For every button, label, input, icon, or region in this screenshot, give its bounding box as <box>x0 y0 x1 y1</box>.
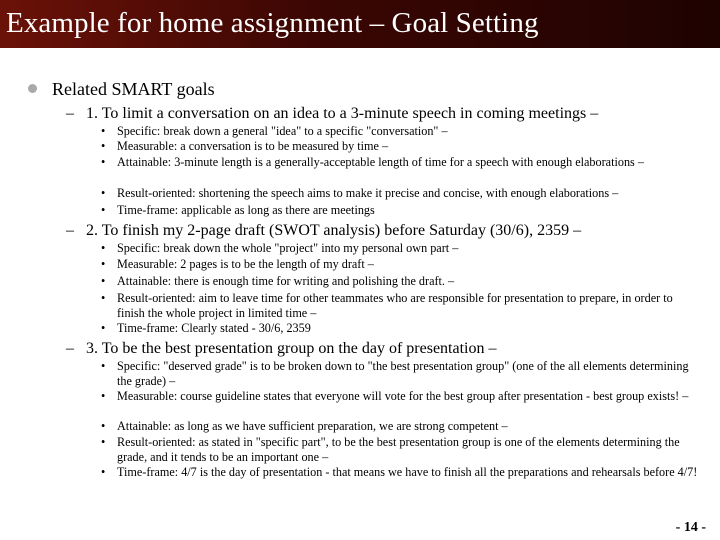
goal-3 <box>66 339 496 358</box>
bullet-icon: • <box>101 435 106 449</box>
page-number: - 14 - <box>675 520 706 535</box>
list-item: • Attainable: there is enough time for writing and polishing the draft. – <box>101 274 455 288</box>
list-item: • Specific: break down the whole "project" into my personal own part – <box>101 241 459 255</box>
bullet-icon: • <box>101 241 106 255</box>
bullet-icon <box>28 84 37 93</box>
section-heading: Related SMART goals <box>52 79 215 99</box>
goal-text: 3. To be the best presentation group on the day of presentation – <box>86 340 497 357</box>
bullet-icon: • <box>101 124 106 138</box>
goal-text: 2. To finish my 2-page draft (SWOT analysis) before Saturday (30/6), 2359 – <box>86 222 582 239</box>
goal-2 <box>66 221 581 240</box>
list-item: • Result-oriented: shortening the speech aims to make it precise and concise, with enough elaborations – <box>101 186 619 200</box>
list-item: • Time-frame: Clearly stated - 30/6, 2359 <box>101 321 311 335</box>
list-item: • Attainable: as long as we have sufficient preparation, we are strong competent – <box>101 419 508 433</box>
bullet-icon: • <box>101 155 106 169</box>
bullet-icon: • <box>101 186 106 200</box>
list-item: • Time-frame: applicable as long as there are meetings <box>101 203 375 217</box>
list-item: • Measurable: a conversation is to be measured by time – <box>101 139 389 153</box>
bullet-icon: • <box>101 359 106 373</box>
list-item: • Measurable: 2 pages is to be the length of my draft – <box>101 257 374 271</box>
list-item: • Specific: break down a general "idea" to a specific "conversation" – <box>101 124 448 138</box>
bullet-icon: • <box>101 274 106 288</box>
list-item: • Measurable: course guideline states that everyone will vote for the best group after presentation - best group exists! – <box>101 389 689 403</box>
list-item: • Specific: "deserved grade" is to be broken down to "the best presentation group" (one of the all elements determining the grade) – <box>101 359 689 388</box>
bullet-icon: • <box>101 419 106 433</box>
bullet-icon: • <box>101 389 106 403</box>
bullet-icon: • <box>101 321 106 335</box>
bullet-icon: • <box>101 139 106 153</box>
goal-1 <box>66 104 598 123</box>
list-item: • Time-frame: 4/7 is the day of presentation - that means we have to finish all the preparations and rehearsals before 4/7! <box>101 465 698 479</box>
dash-marker: – <box>66 340 74 357</box>
list-item: • Result-oriented: as stated in "specific part", to be the best presentation group is one of the elements determining the grade, and it tends to be an important one – <box>101 435 680 464</box>
dash-marker: – <box>66 105 74 122</box>
goal-text: 1. To limit a conversation on an idea to a 3-minute speech in coming meetings – <box>86 105 599 122</box>
slide-title: Example for home assignment – Goal Setting <box>6 7 539 39</box>
bullet-icon: • <box>101 291 106 305</box>
list-item: • Result-oriented: aim to leave time for other teammates who are responsible for presentation to prepare, in order to finish the whole project in limited time – <box>101 291 673 320</box>
list-item: • Attainable: 3-minute length is a generally-acceptable length of time for a speech with enough elaborations – <box>101 155 644 169</box>
bullet-icon: • <box>101 203 106 217</box>
bullet-icon: • <box>101 257 106 271</box>
dash-marker: – <box>66 222 74 239</box>
bullet-icon: • <box>101 465 106 479</box>
